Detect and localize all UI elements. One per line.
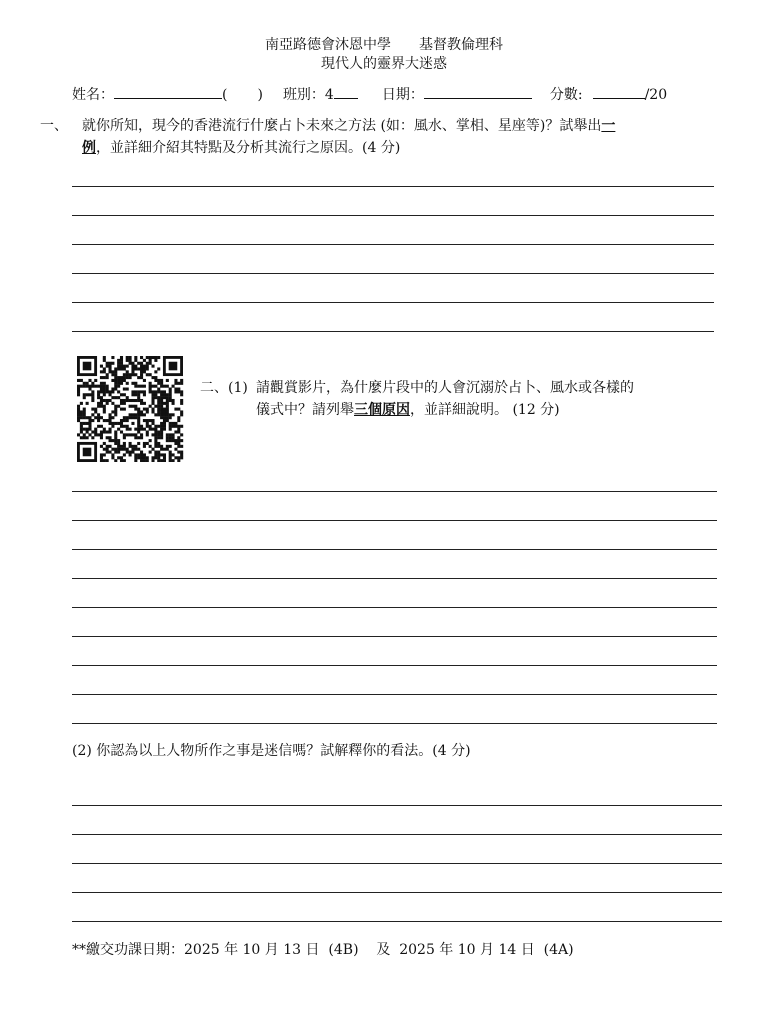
q2-number: 二、(1) xyxy=(200,380,248,396)
answer-line[interactable] xyxy=(72,244,714,245)
submission-deadline: **繳交功課日期：2025 年 10 月 13 日 (4B) 及 2025 年 10 月 14 日 (4A) xyxy=(72,942,574,958)
answer-line[interactable] xyxy=(72,863,722,864)
answer-line[interactable] xyxy=(72,578,717,579)
answer-line[interactable] xyxy=(72,694,717,695)
answer-line[interactable] xyxy=(72,215,714,216)
q1-emphasis-example: 例 xyxy=(82,140,96,156)
answer-line[interactable] xyxy=(72,892,722,893)
answer-line[interactable] xyxy=(72,302,714,303)
q2-line1: 請觀賞影片，為什麼片段中的人會沉溺於占卜、風水或各樣的 xyxy=(256,380,634,396)
q2-line2-pre: 儀式中？請列舉 xyxy=(256,402,354,418)
q1-line2-text: ，並詳細介紹其特點及分析其流行之原因。(4 分) xyxy=(96,140,401,156)
answer-line[interactable] xyxy=(72,549,717,550)
answer-line[interactable] xyxy=(72,186,714,187)
q1-emphasis-one: 一 xyxy=(601,118,616,134)
q1-line2 xyxy=(82,136,400,160)
score-total: /20 xyxy=(644,87,668,103)
q2-emphasis-three-reasons: 三個原因 xyxy=(354,402,410,418)
answer-line[interactable] xyxy=(72,607,717,608)
score-label: 分數: xyxy=(549,87,583,103)
date-label: 日期： xyxy=(381,87,424,103)
answer-line[interactable] xyxy=(72,805,722,806)
subject-name: 基督教倫理科 xyxy=(419,37,503,53)
date-field[interactable] xyxy=(424,84,532,99)
answer-line[interactable] xyxy=(72,491,717,492)
q3-text: (2) 你認為以上人物所作之事是迷信嗎？試解釋你的看法。(4 分) xyxy=(72,743,471,759)
header-school-line xyxy=(0,36,768,54)
answer-line[interactable] xyxy=(72,520,717,521)
student-info-row xyxy=(72,84,692,104)
answer-line[interactable] xyxy=(72,723,717,724)
paren-open: ( xyxy=(222,87,228,103)
class-field[interactable] xyxy=(334,84,358,99)
answer-line[interactable] xyxy=(72,665,717,666)
q2-line2-post: ，並詳細說明。 (12 分) xyxy=(410,402,560,418)
name-label: 姓名： xyxy=(72,87,114,103)
answer-line[interactable] xyxy=(72,331,714,332)
score-field[interactable] xyxy=(593,84,645,99)
q1-line1 xyxy=(82,114,615,138)
name-field[interactable] xyxy=(114,84,222,99)
answer-line[interactable] xyxy=(72,636,717,637)
q2-line2 xyxy=(256,398,560,422)
answer-line[interactable] xyxy=(72,834,722,835)
class-label: 班別：4 xyxy=(282,87,334,103)
answer-line[interactable] xyxy=(72,273,714,274)
q1-number: 一、 xyxy=(40,118,68,134)
q1-line1-text: 就你所知，現今的香港流行什麼占卜未來之方法 (如：風水、掌相、星座等)？試舉出 xyxy=(82,118,602,134)
worksheet-title: 現代人的靈界大迷惑 xyxy=(321,56,447,72)
qr-code-icon[interactable] xyxy=(76,356,184,462)
school-name: 南亞路德會沐恩中學 xyxy=(265,37,391,53)
paren-close: ) xyxy=(257,87,263,103)
answer-line[interactable] xyxy=(72,921,722,922)
